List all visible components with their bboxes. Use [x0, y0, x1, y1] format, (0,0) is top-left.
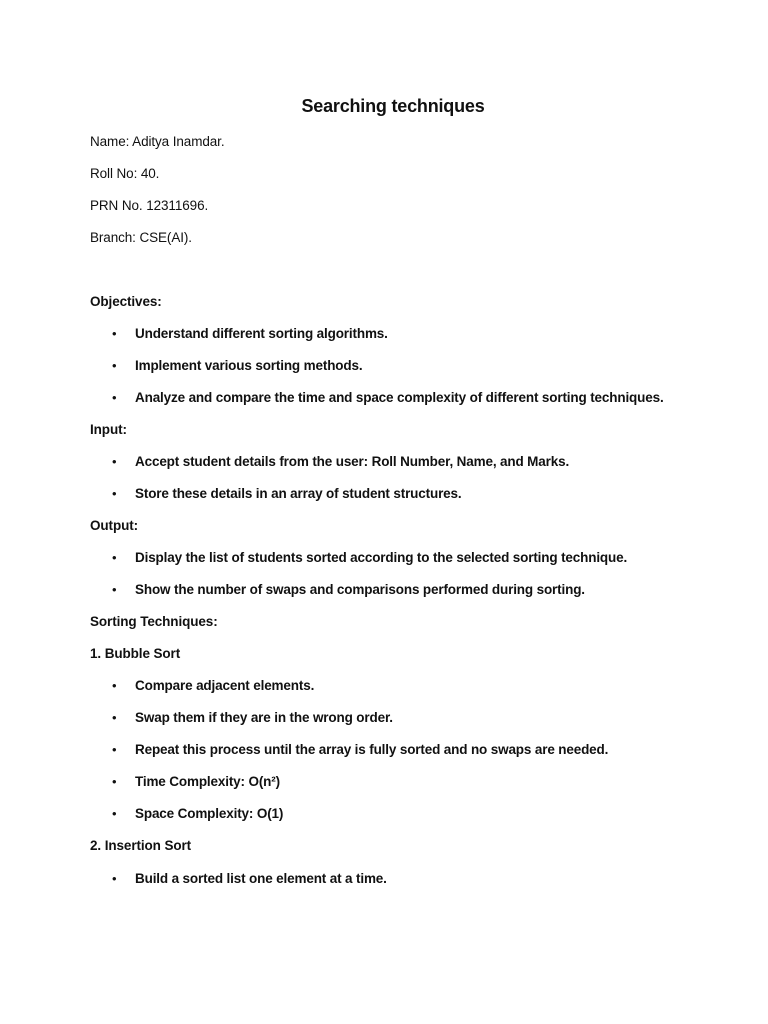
- bullet-icon: •: [112, 678, 117, 693]
- objectives-heading: Objectives:: [90, 294, 162, 309]
- list-item: Build a sorted list one element at a time.: [135, 871, 387, 886]
- output-heading: Output:: [90, 518, 139, 533]
- insertion-sort-heading: 2. Insertion Sort: [90, 838, 192, 853]
- list-item: Show the number of swaps and comparisons performed during sorting.: [135, 582, 585, 597]
- bullet-icon: •: [112, 774, 117, 789]
- bullet-icon: •: [112, 390, 117, 405]
- bullet-icon: •: [112, 454, 117, 469]
- bullet-icon: •: [112, 871, 117, 886]
- bubble-sort-heading: 1. Bubble Sort: [90, 646, 181, 661]
- bullet-icon: •: [112, 806, 117, 821]
- student-branch: Branch: CSE(AI).: [90, 230, 192, 245]
- bullet-icon: •: [112, 550, 117, 565]
- input-heading: Input:: [90, 422, 127, 437]
- list-item: Display the list of students sorted according to the selected sorting technique.: [135, 550, 628, 565]
- bullet-icon: •: [112, 358, 117, 373]
- student-name: Name: Aditya Inamdar.: [90, 134, 225, 149]
- student-prn: PRN No. 12311696.: [90, 198, 209, 213]
- list-item: Space Complexity: O(1): [135, 806, 284, 821]
- list-item: Swap them if they are in the wrong order.: [135, 710, 393, 725]
- list-item: Implement various sorting methods.: [135, 358, 363, 373]
- sorting-techniques-heading: Sorting Techniques:: [90, 614, 218, 629]
- list-item: Time Complexity: O(n²): [135, 774, 280, 789]
- list-item: Store these details in an array of student structures.: [135, 486, 462, 501]
- list-item: Compare adjacent elements.: [135, 678, 315, 693]
- bullet-icon: •: [112, 710, 117, 725]
- document-title: Searching techniques: [301, 96, 485, 116]
- bullet-icon: •: [112, 326, 117, 341]
- list-item: Understand different sorting algorithms.: [135, 326, 388, 341]
- bullet-icon: •: [112, 486, 117, 501]
- bullet-icon: •: [112, 742, 117, 757]
- student-roll-number: Roll No: 40.: [90, 166, 160, 181]
- list-item: Repeat this process until the array is fully sorted and no swaps are needed.: [135, 742, 609, 757]
- list-item: Analyze and compare the time and space complexity of different sorting techniques.: [135, 390, 664, 405]
- bullet-icon: •: [112, 582, 117, 597]
- list-item: Accept student details from the user: Roll Number, Name, and Marks.: [135, 454, 570, 469]
